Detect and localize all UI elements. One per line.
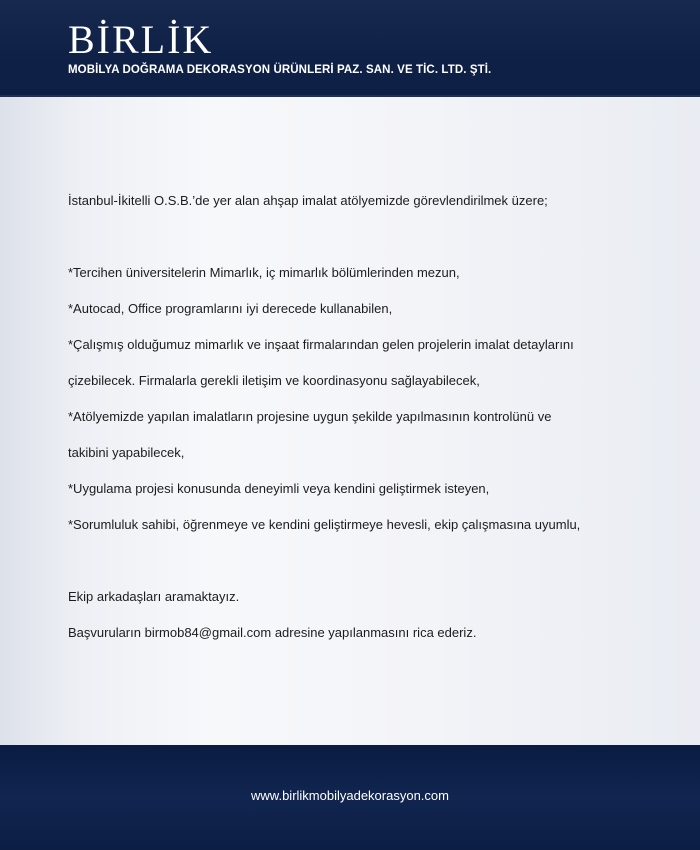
intro-text: İstanbul-İkitelli O.S.B.’de yer alan ahşap imalat atölyemizde görevlendirilmek üzere; — [68, 193, 548, 208]
requirement-item: *Tercihen üniversitelerin Mimarlık, iç mimarlık bölümlerinden mezun, — [68, 265, 460, 280]
company-logo: BİRLİK — [68, 17, 214, 62]
website-url: www.birlikmobilyadekorasyon.com — [251, 788, 449, 803]
application-instructions: Başvuruların birmob84@gmail.com adresine yapılanmasını rica ederiz. — [68, 625, 477, 640]
closing-text: Ekip arkadaşları aramaktayız. — [68, 589, 240, 604]
requirement-item: çizebilecek. Firmalarla gerekli iletişim ve koordinasyonu sağlayabilecek, — [68, 373, 480, 388]
footer-banner — [0, 745, 700, 850]
requirement-item: takibini yapabilecek, — [68, 445, 185, 460]
header-banner — [0, 0, 700, 97]
requirement-item: *Uygulama projesi konusunda deneyimli veya kendini geliştirmek isteyen, — [68, 481, 490, 496]
requirement-item: *Çalışmış olduğumuz mimarlık ve inşaat firmalarından gelen projelerin imalat detaylarını — [68, 337, 574, 352]
company-name: MOBİLYA DOĞRAMA DEKORASYON ÜRÜNLERİ PAZ. SAN. VE TİC. LTD. ŞTİ. — [68, 64, 492, 76]
requirement-item: *Sorumluluk sahibi, öğrenmeye ve kendini geliştirmeye hevesli, ekip çalışmasına uyumlu, — [68, 517, 581, 532]
job-posting-body — [0, 97, 700, 745]
requirement-item: *Autocad, Office programlarını iyi derecede kullanabilen, — [68, 301, 393, 316]
requirement-item: *Atölyemizde yapılan imalatların projesine uygun şekilde yapılmasının kontrolünü ve — [68, 409, 552, 424]
